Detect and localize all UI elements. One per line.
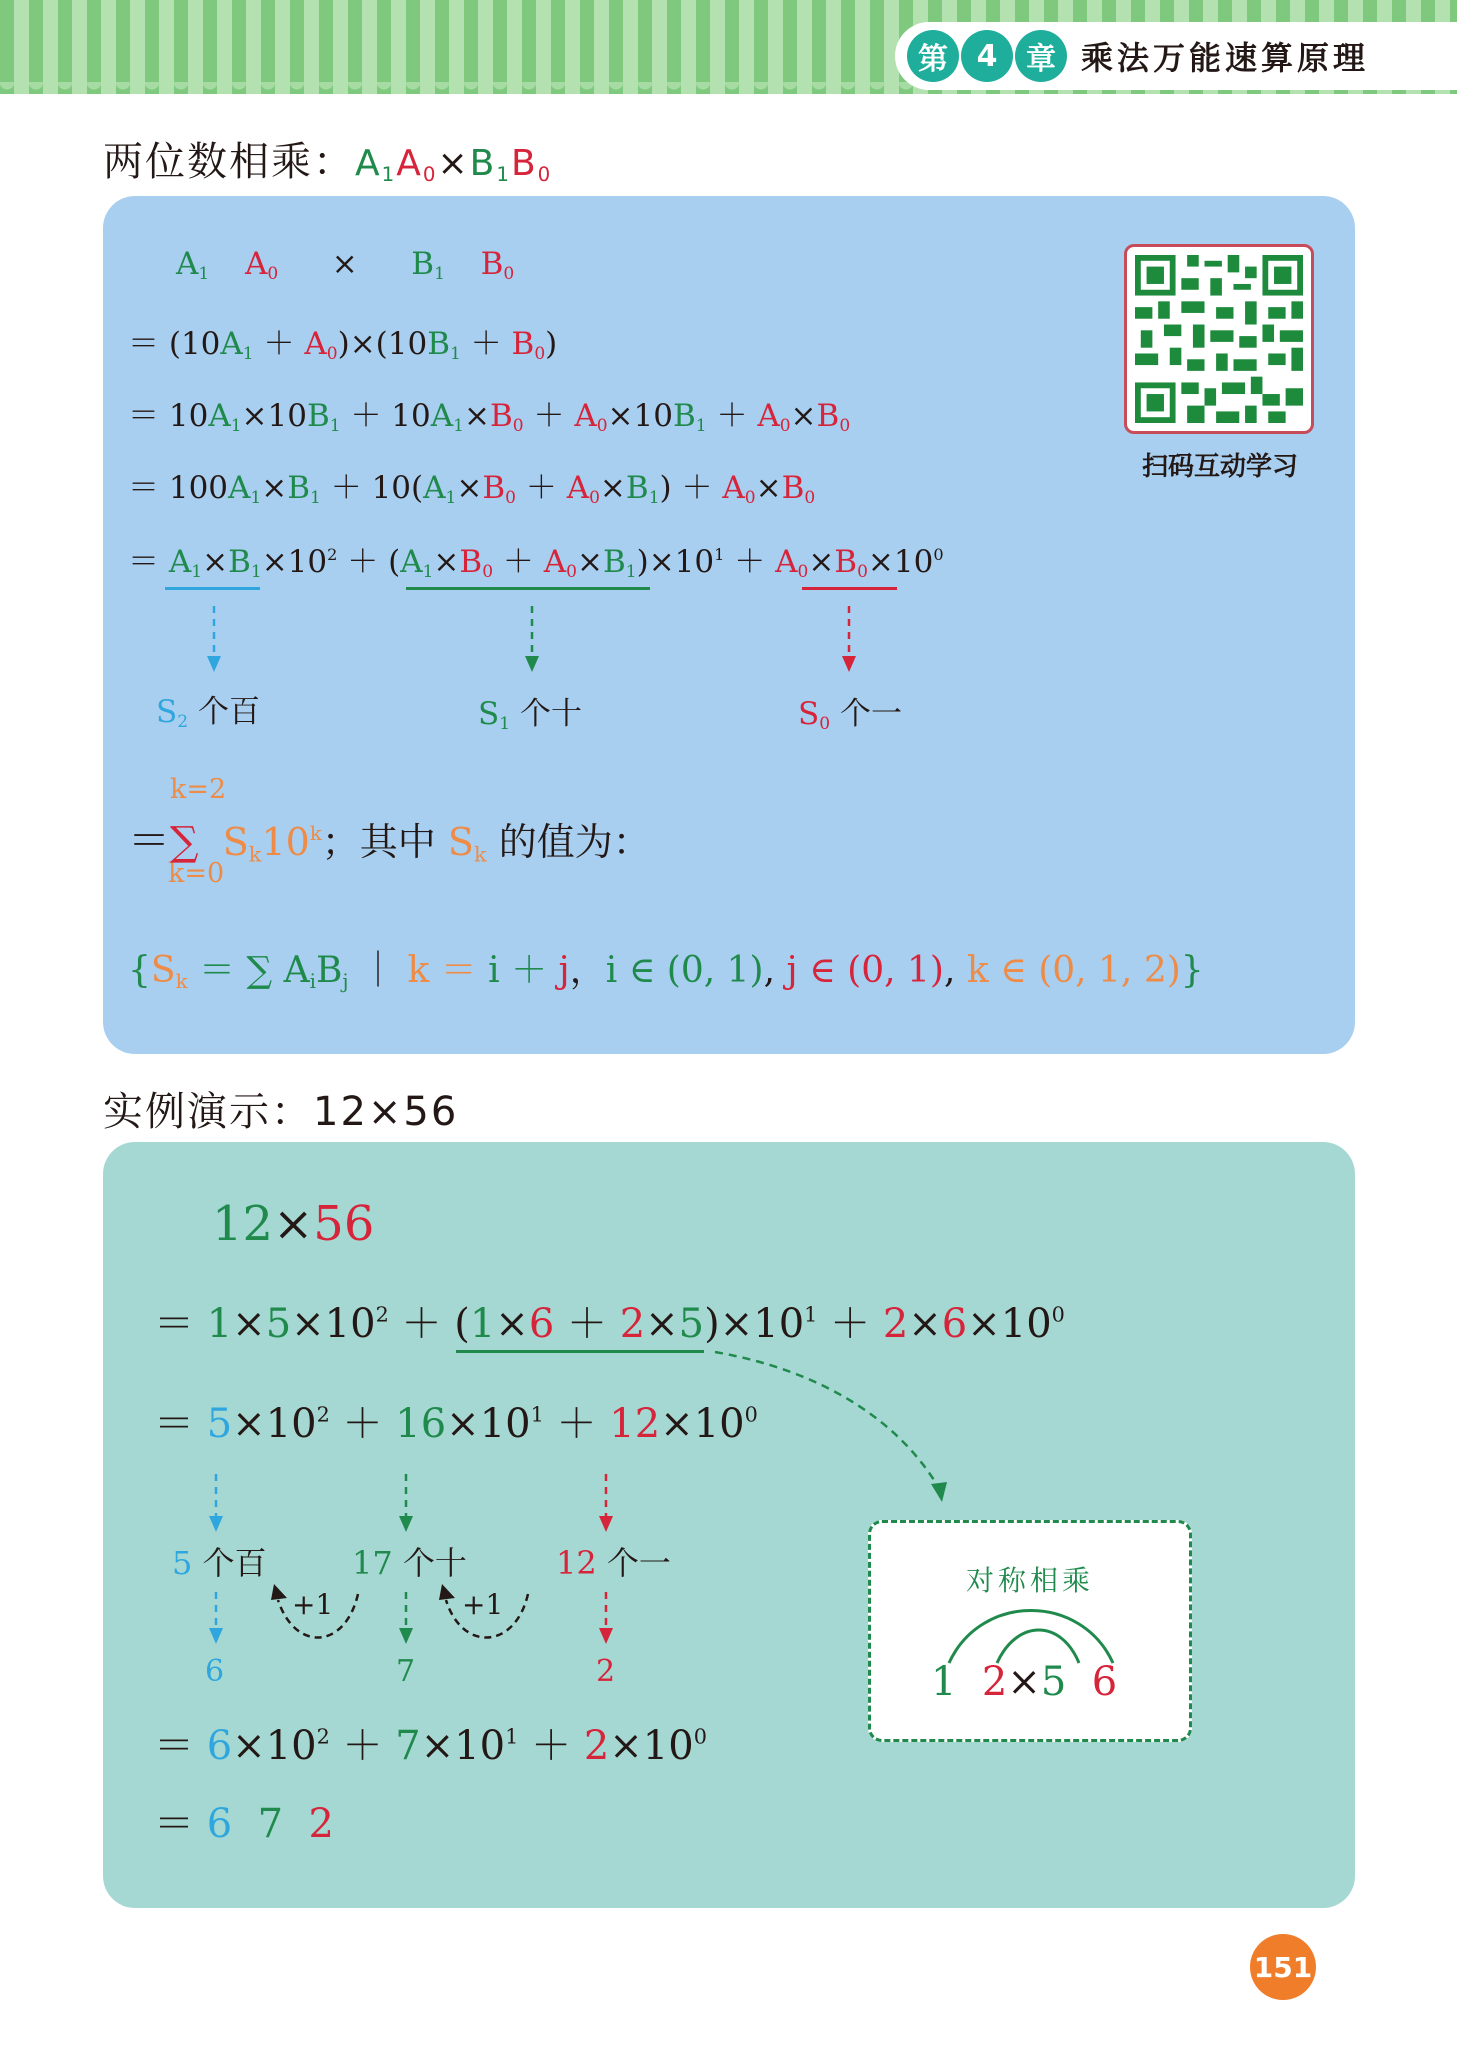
- sum-lower-limit: k=0: [168, 858, 225, 889]
- callout-title: 对称相乘: [965, 1564, 1094, 1597]
- carry-label-2: +1: [462, 1588, 504, 1621]
- chapter-number-badge: 4: [961, 30, 1013, 82]
- derivation-line-1: ＝ $(10A_1 + A_0)\times(10B_1 + B_0)$: [128, 326, 558, 365]
- place-label-hundreds: $S_2$ 个百: [156, 694, 260, 733]
- digit-tens: 7: [396, 1654, 416, 1689]
- section1-formula: $A_1A_0\times B_1B_0$: [355, 143, 553, 186]
- place-label-tens: $S_1$ 个十: [478, 696, 582, 735]
- derivation-line-4: ＝ $A_1\times B_1\times 10^2 + (A_1\times B_0 + A_0\times B_1)\times 10^1 + A_0\times B_0\times 10^0$: [128, 544, 944, 583]
- example-line-4: ＝ 6 7 2: [154, 1801, 334, 1847]
- example-line-1: ＝ $1\times 5\times 10^2 + (1\times 6 + 2\times 5)\times 10^1 + 2\times 6\times 10^0$: [154, 1301, 1065, 1347]
- derivation-line-3: ＝ $100A_1\times B_1 + 10(A_1\times B_0 + A_0\times B_1) + A_0\times B_0$: [128, 470, 816, 509]
- place-hundreds: 5 个百: [172, 1544, 267, 1582]
- sum-upper-limit: k=2: [170, 774, 227, 805]
- place-label-ones: $S_0$ 个一: [798, 696, 902, 735]
- callout-arcs: [871, 1523, 1189, 1739]
- example-line-2: ＝ $5\times 10^2 + 16\times 10^1 + 12\times 10^0$: [154, 1401, 758, 1447]
- callout-digits: 1 2×5 6: [931, 1659, 1118, 1705]
- symmetric-multiply-callout: [868, 1520, 1192, 1742]
- chapter-title: 乘法万能速算原理: [1081, 39, 1370, 77]
- digit-hundreds: 6: [205, 1654, 225, 1689]
- chapter-prefix-badge: 第: [907, 30, 959, 82]
- example-head: 12×56: [212, 1196, 375, 1252]
- page-number: 151: [1250, 1934, 1316, 2000]
- section1-title: 两位数相乘：: [103, 139, 355, 185]
- chapter-suffix-badge: 章: [1015, 30, 1067, 82]
- derivation-line-2: ＝ $10A_1\times 10B_1 + 10A_1\times B_0 + A_0\times 10B_1 + A_0\times B_0$: [128, 398, 851, 437]
- digit-ones: 2: [596, 1654, 616, 1689]
- qr-caption: 扫码互动学习: [1141, 452, 1298, 482]
- place-tens: 17 个十: [352, 1544, 467, 1582]
- place-ones: 12 个一: [556, 1544, 671, 1582]
- sum-formula: ＝∑ $S_k10^k$；其中 $S_k$ 的值为：: [128, 816, 651, 867]
- derivation-line-0: $A_1$ $A_0$ × $B_1$ $B_0$: [176, 246, 515, 285]
- carry-label-1: +1: [292, 1588, 334, 1621]
- section2-heading: 实例演示：12×56: [103, 1089, 459, 1135]
- sk-set-definition: {$S_k$ ＝ ∑ $A_iB_j$ ｜ k ＝ i ＋ j，i ∈ (0, 1), j ∈ (0, 1), k ∈ (0, 1, 2)}: [128, 950, 1204, 993]
- example-line-3: ＝ $6\times 10^2 + 7\times 10^1 + 2\times 10^0$: [154, 1723, 707, 1769]
